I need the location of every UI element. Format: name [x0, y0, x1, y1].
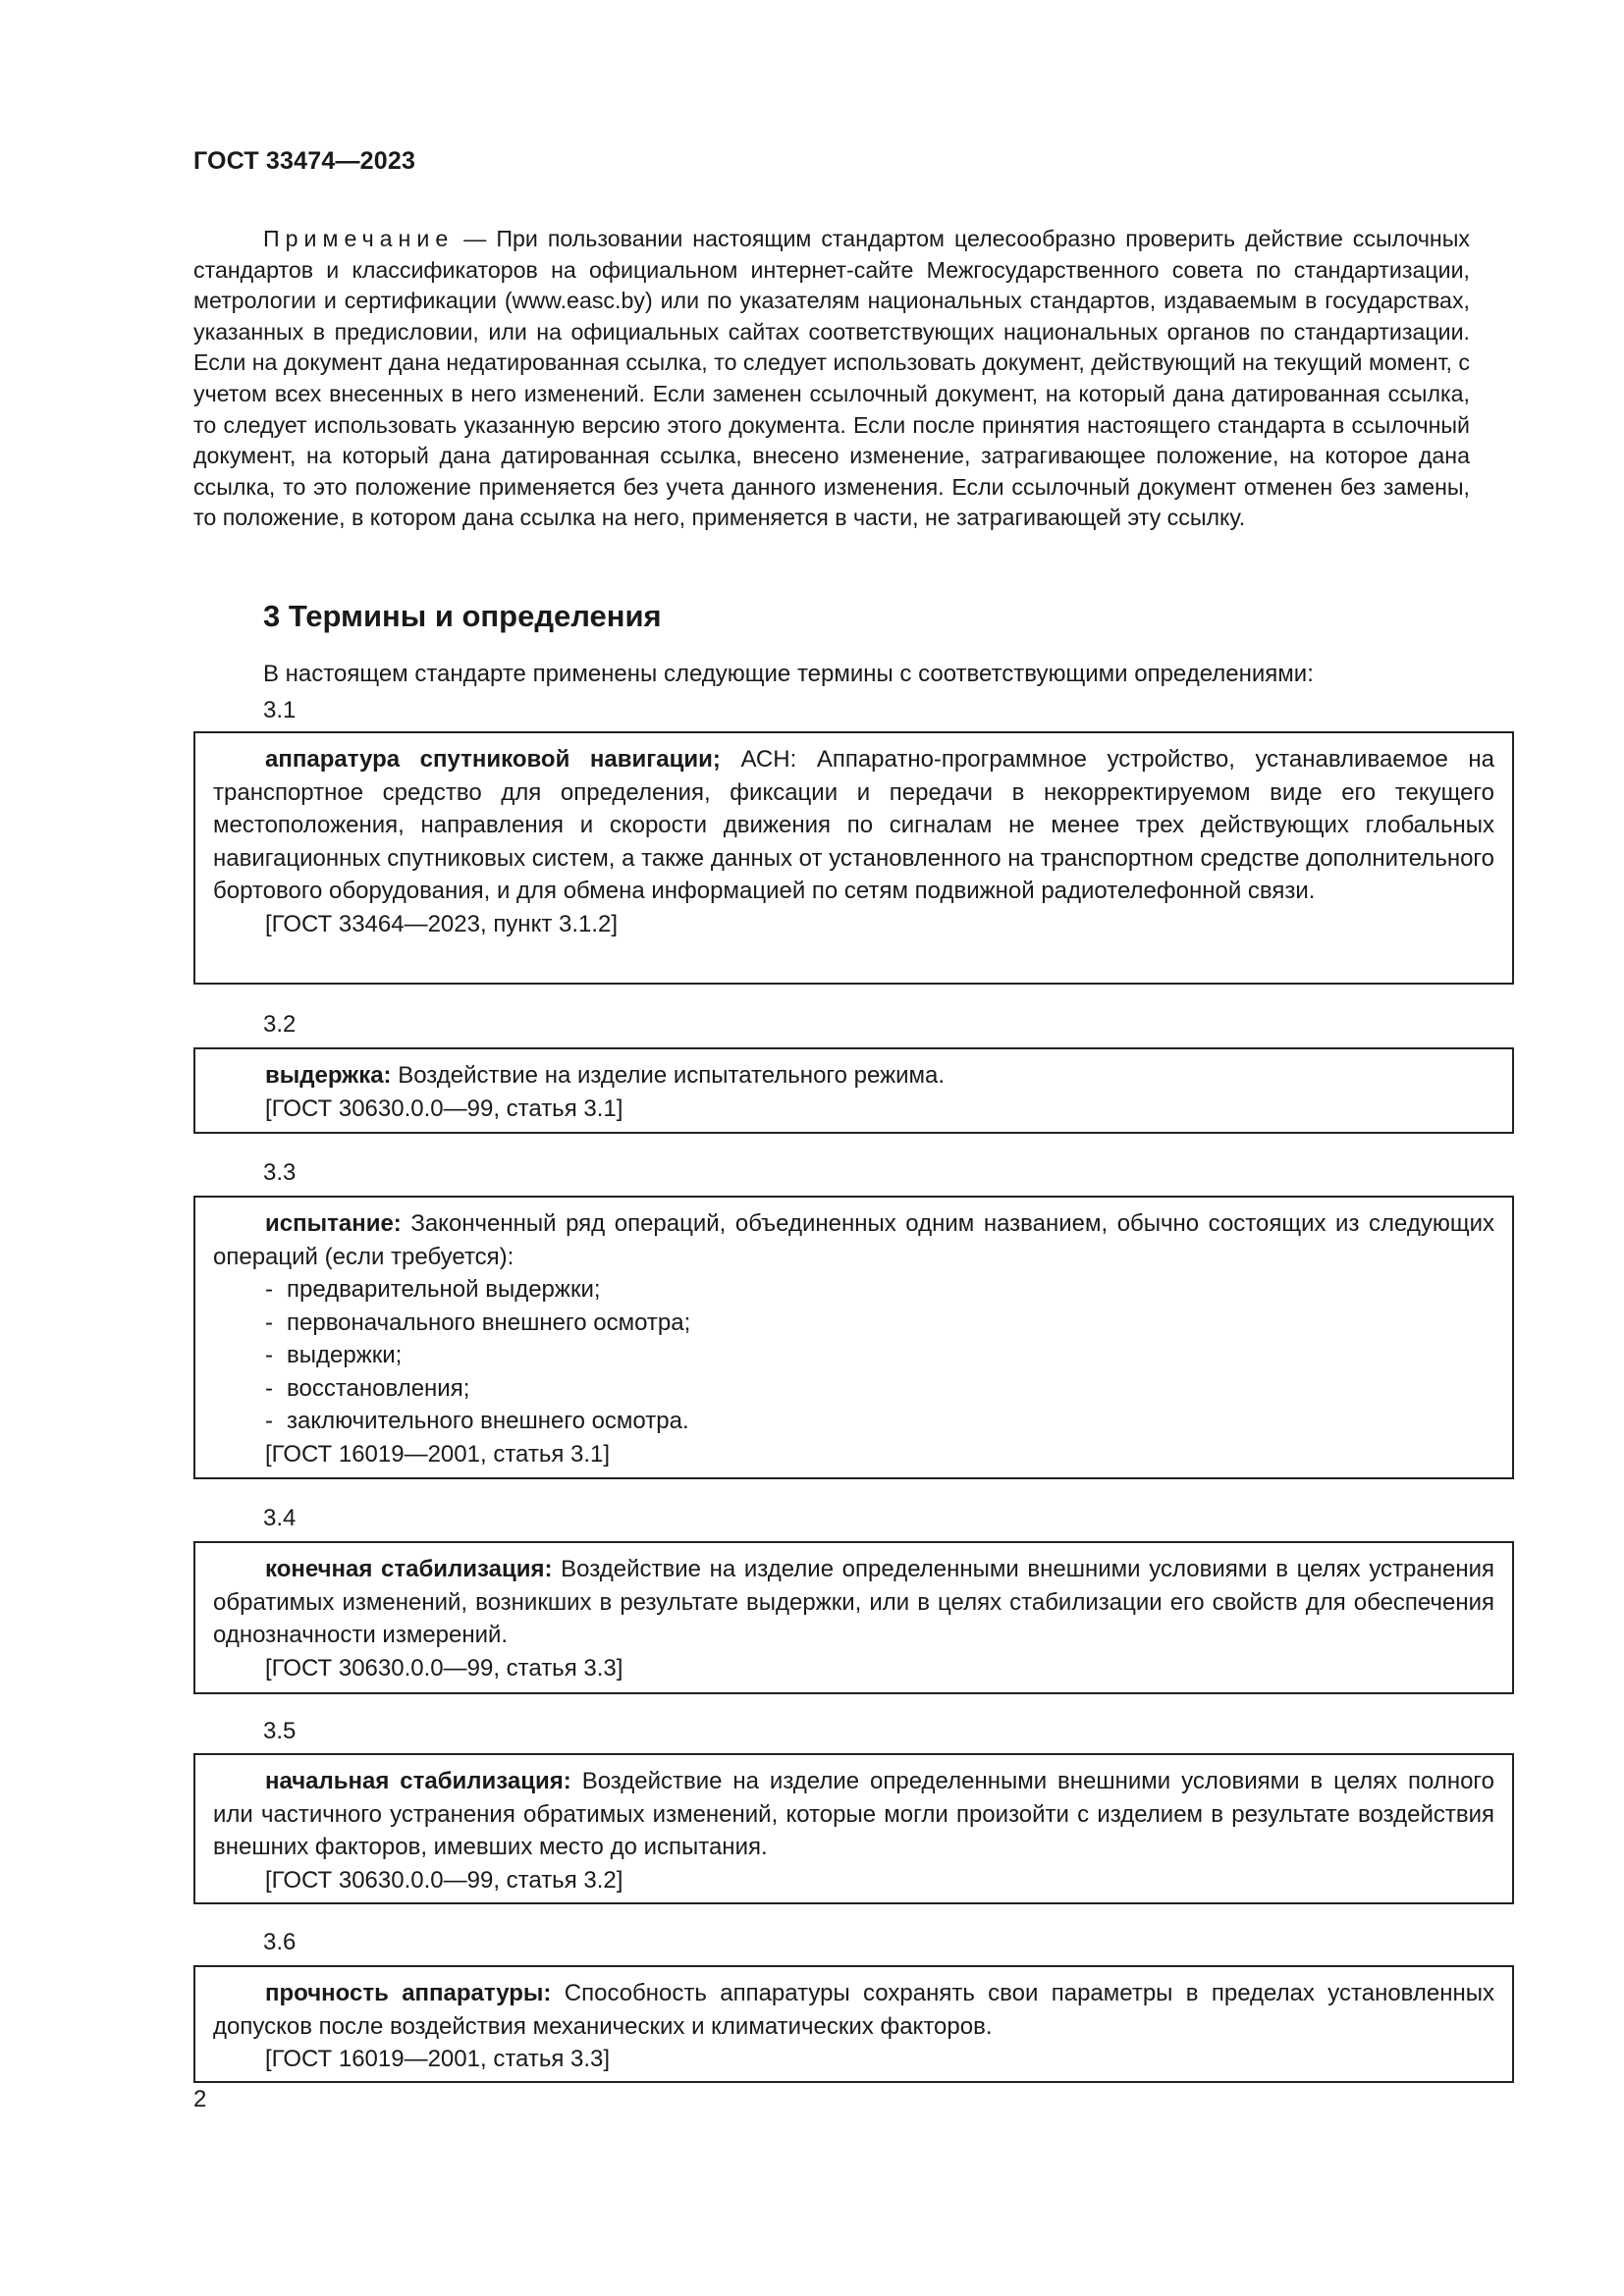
term-definition-text: АСН: Аппаратно-программное устройство, устанавливаемое на транспортное средство для определения, фиксации и передачи в некорректируемом виде его текущего местоположения, направления и скорости движения по сигналам не менее трех действующих глобальных навигационных спутниковых систем, а также данных от установленного на транспортном средстве дополнительного бортового оборудования, и для обмена информацией по сетям подвижной радиотелефонной связи.: [213, 746, 1495, 904]
list-marker: -: [265, 1308, 273, 1336]
term-number-3-5: 3.5: [263, 1718, 297, 1744]
term-source: [ГОСТ 16019—2001, статья 3.1]: [265, 1440, 611, 1468]
list-marker: -: [265, 1342, 273, 1368]
note-paragraph: [193, 224, 1470, 534]
term-name: выдержка:: [265, 1062, 392, 1089]
term-name: аппаратура спутниковой навигации;: [265, 746, 721, 773]
term-number-3-1: 3.1: [263, 697, 297, 723]
term-box-3-4: [193, 1541, 1514, 1694]
term-definition: [213, 1553, 1494, 1652]
term-definition-text: Воздействие на изделие определенными внешними условиями в целях полного или частичного устранения обратимых изменений, которые могли произойти с изделием в результате воздействия внешних факторов, имевших место до испытания.: [213, 1768, 1494, 1860]
term-number-3-6: 3.6: [263, 1929, 297, 1955]
list-item: - заключительного внешнего осмотра.: [265, 1405, 1494, 1438]
term-box-3-1: [193, 731, 1514, 985]
term-name: прочность аппаратуры:: [265, 1980, 552, 2006]
list-marker: -: [265, 1276, 273, 1303]
term-definition-text: Законченный ряд операций, объединенных одним названием, обычно состоящих из следующих операций (если требуется):: [213, 1210, 1494, 1270]
term-list: [213, 1273, 1494, 1438]
section-title: 3 Термины и определения: [263, 599, 662, 633]
term-box-3-2: [193, 1047, 1514, 1134]
section-intro: В настоящем стандарте применены следующие термины с соответствующими определениями:: [263, 661, 1314, 687]
term-name: начальная стабилизация:: [265, 1768, 571, 1794]
term-name: испытание:: [265, 1210, 402, 1237]
term-source: [ГОСТ 33464—2023, пункт 3.1.2]: [265, 910, 619, 937]
term-number-3-2: 3.2: [263, 1011, 297, 1038]
term-source: [ГОСТ 30630.0.0—99, статья 3.1]: [265, 1095, 623, 1122]
list-item: - предварительной выдержки;: [265, 1273, 1494, 1307]
term-box-3-6: [193, 1965, 1514, 2083]
list-marker: -: [265, 1374, 273, 1402]
term-definition: [213, 1977, 1494, 2043]
term-definition: [213, 1059, 1494, 1093]
list-item: - восстановления;: [265, 1372, 1494, 1406]
term-source: [ГОСТ 16019—2001, статья 3.3]: [265, 2046, 611, 2072]
list-item: - первоначального внешнего осмотра;: [265, 1307, 1494, 1340]
term-source: [ГОСТ 30630.0.0—99, статья 3.2]: [265, 1866, 623, 1894]
term-source: [ГОСТ 30630.0.0—99, статья 3.3]: [265, 1654, 623, 1682]
list-item: - выдержки;: [265, 1339, 1494, 1372]
term-definition-text: Способность аппаратуры сохранять свои параметры в пределах установленных допусков после воздействия механических и климатических факторов.: [213, 1980, 1494, 2040]
term-name: конечная стабилизация:: [265, 1556, 553, 1582]
term-number-3-3: 3.3: [263, 1159, 297, 1186]
term-number-3-4: 3.4: [263, 1505, 297, 1531]
page-number: 2: [193, 2086, 207, 2112]
term-definition: [213, 743, 1494, 908]
note-label: Примечание: [263, 226, 455, 251]
term-definition: [213, 1207, 1494, 1273]
note-text: — При пользовании настоящим стандартом целесообразно проверить действие ссылочных стандартов и классификаторов на официальном интернет-сайте Межгосударственного совета по стандартизации, метрологии и сертификации (www.easc.by) или по указателям национальных стандартов, издаваемым в государствах, указанных в предисловии, или на официальных сайтах соответствующих национальных органов по стандартизации. Если на документ дана недатированная ссылка, то следует использовать документ, действующий на текущий момент, с учетом всех внесенных в него изменений. Если заменен ссылочный документ, на который дана датированная ссылка, то следует использовать указанную версию этого документа. Если после принятия настоящего стандарта в ссылочный документ, на который дана датированная ссылка, внесено изменение, затрагивающее положение, на которое дана ссылка, то это положение применяется без учета данного изменения. Если ссылочный документ отменен без замены, то положение, в котором дана ссылка на него, применяется в части, не затрагивающей эту ссылку.: [193, 226, 1470, 531]
term-box-3-5: [193, 1753, 1514, 1904]
term-definition-text: Воздействие на изделие определенными внешними условиями в целях устранения обратимых изменений, возникших в результате выдержки, или в целях стабилизации его свойств для обеспечения однозначности измерений.: [213, 1556, 1494, 1648]
term-definition-text: Воздействие на изделие испытательного режима.: [391, 1062, 946, 1089]
document-header: ГОСТ 33474—2023: [193, 147, 416, 175]
term-definition: [213, 1765, 1494, 1864]
term-box-3-3: [193, 1196, 1514, 1479]
list-marker: -: [265, 1408, 273, 1434]
